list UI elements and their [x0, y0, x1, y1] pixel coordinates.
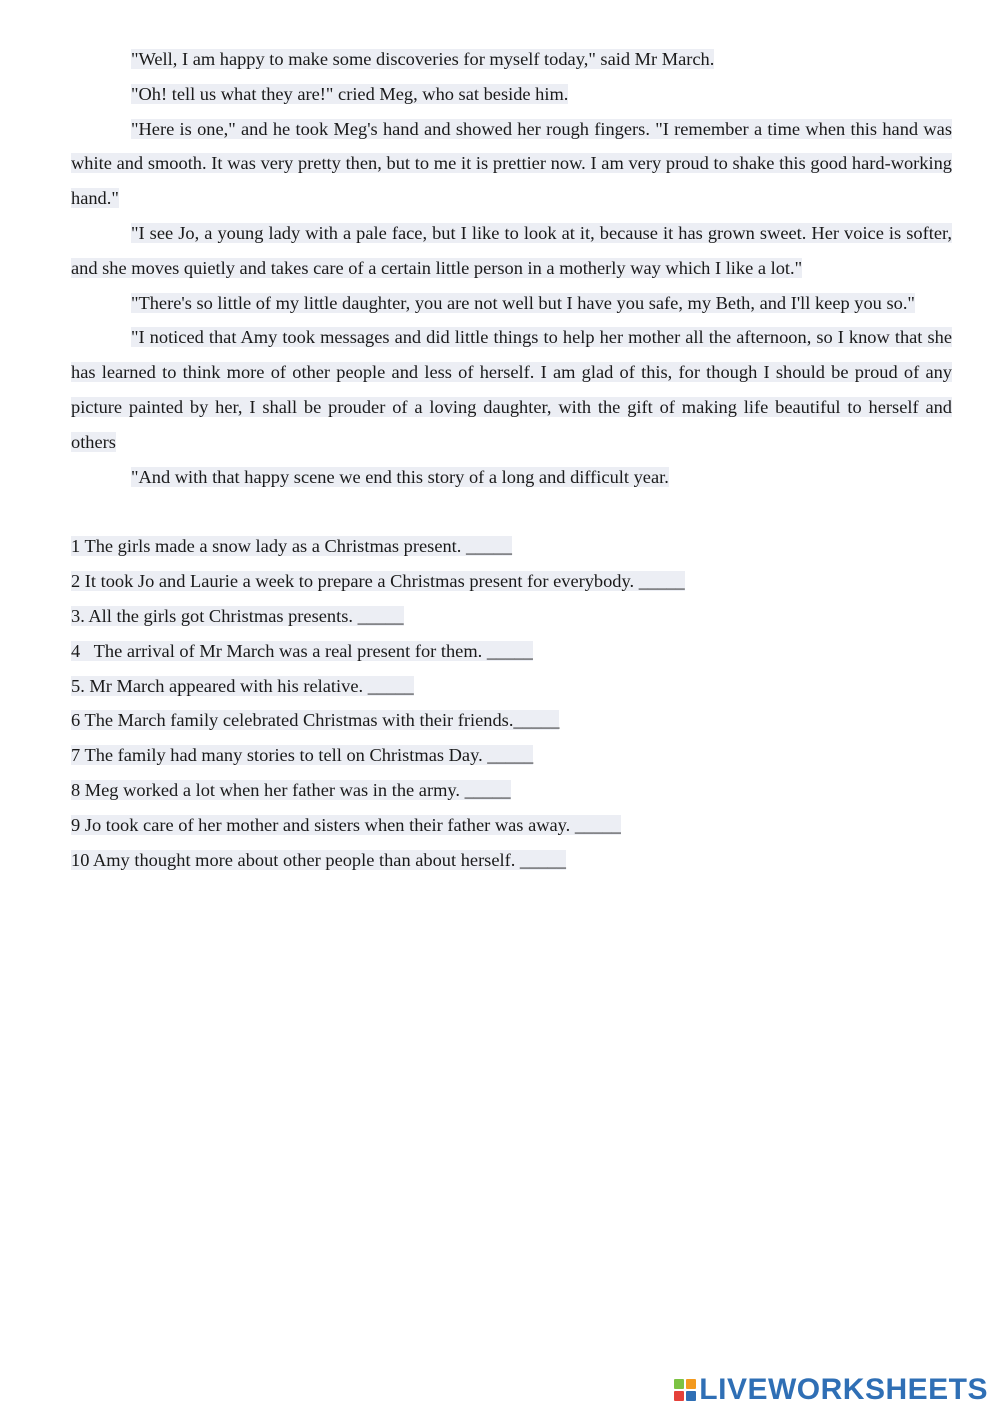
liveworksheets-logo — [674, 1374, 988, 1406]
question-item[interactable]: 2 It took Jo and Laurie a week to prepare a Christmas present for everybody. _____ — [71, 571, 685, 592]
question-item[interactable]: 4 The arrival of Mr March was a real present for them. _____ — [71, 640, 533, 661]
question-item[interactable]: 8 Meg worked a lot when her father was in the army. _____ — [71, 779, 511, 800]
logo-square-red — [674, 1391, 684, 1401]
reading-passage — [71, 42, 952, 494]
worksheet-page — [71, 42, 952, 877]
passage-paragraph: "Here is one," and he took Meg's hand and showed her rough fingers. "I remember a time when this hand was white and smooth. It was very pretty then, but to me it is prettier now. I am very proud to shake this good hard-working hand." — [71, 118, 952, 209]
question-list — [71, 529, 952, 877]
question-item[interactable]: 9 Jo took care of her mother and sisters when their father was away. _____ — [71, 814, 621, 835]
passage-paragraph: "And with that happy scene we end this story of a long and difficult year. — [131, 466, 669, 487]
passage-paragraph: "Well, I am happy to make some discoveries for myself today," said Mr March. — [131, 49, 715, 69]
logo-text: LIVEWORKSHEETS — [699, 1373, 988, 1406]
passage-paragraph: "There's so little of my little daughter, you are not well but I have you safe, my Beth, and I'll keep you so." — [131, 292, 915, 313]
passage-paragraph: "I see Jo, a young lady with a pale face, but I like to look at it, because it has grown sweet. Her voice is softer, and she moves quietly and takes care of a certain little person in a motherly way which I like a lot." — [71, 222, 952, 278]
liveworksheets-logo-icon — [674, 1379, 696, 1401]
logo-square-blue — [686, 1391, 696, 1401]
passage-paragraph: "Oh! tell us what they are!" cried Meg, who sat beside him. — [131, 83, 569, 104]
question-item[interactable]: 5. Mr March appeared with his relative. _____ — [71, 675, 414, 696]
logo-square-orange — [686, 1379, 696, 1389]
passage-paragraph: "I noticed that Amy took messages and did little things to help her mother all the afternoon, so I know that she has learned to think more of other people and less of herself. I am glad of this, for though I should be proud of any picture painted by her, I shall be prouder of a loving daughter, with the gift of making life beautiful to herself and others — [71, 327, 952, 452]
question-item[interactable]: 6 The March family celebrated Christmas with their friends._____ — [71, 710, 560, 731]
question-item[interactable]: 7 The family had many stories to tell on Christmas Day. _____ — [71, 745, 534, 766]
logo-square-green — [674, 1379, 684, 1389]
question-item[interactable]: 10 Amy thought more about other people than about herself. _____ — [71, 849, 566, 870]
question-item[interactable]: 1 The girls made a snow lady as a Christmas present. _____ — [71, 536, 512, 557]
question-item[interactable]: 3. All the girls got Christmas presents. _____ — [71, 605, 404, 626]
